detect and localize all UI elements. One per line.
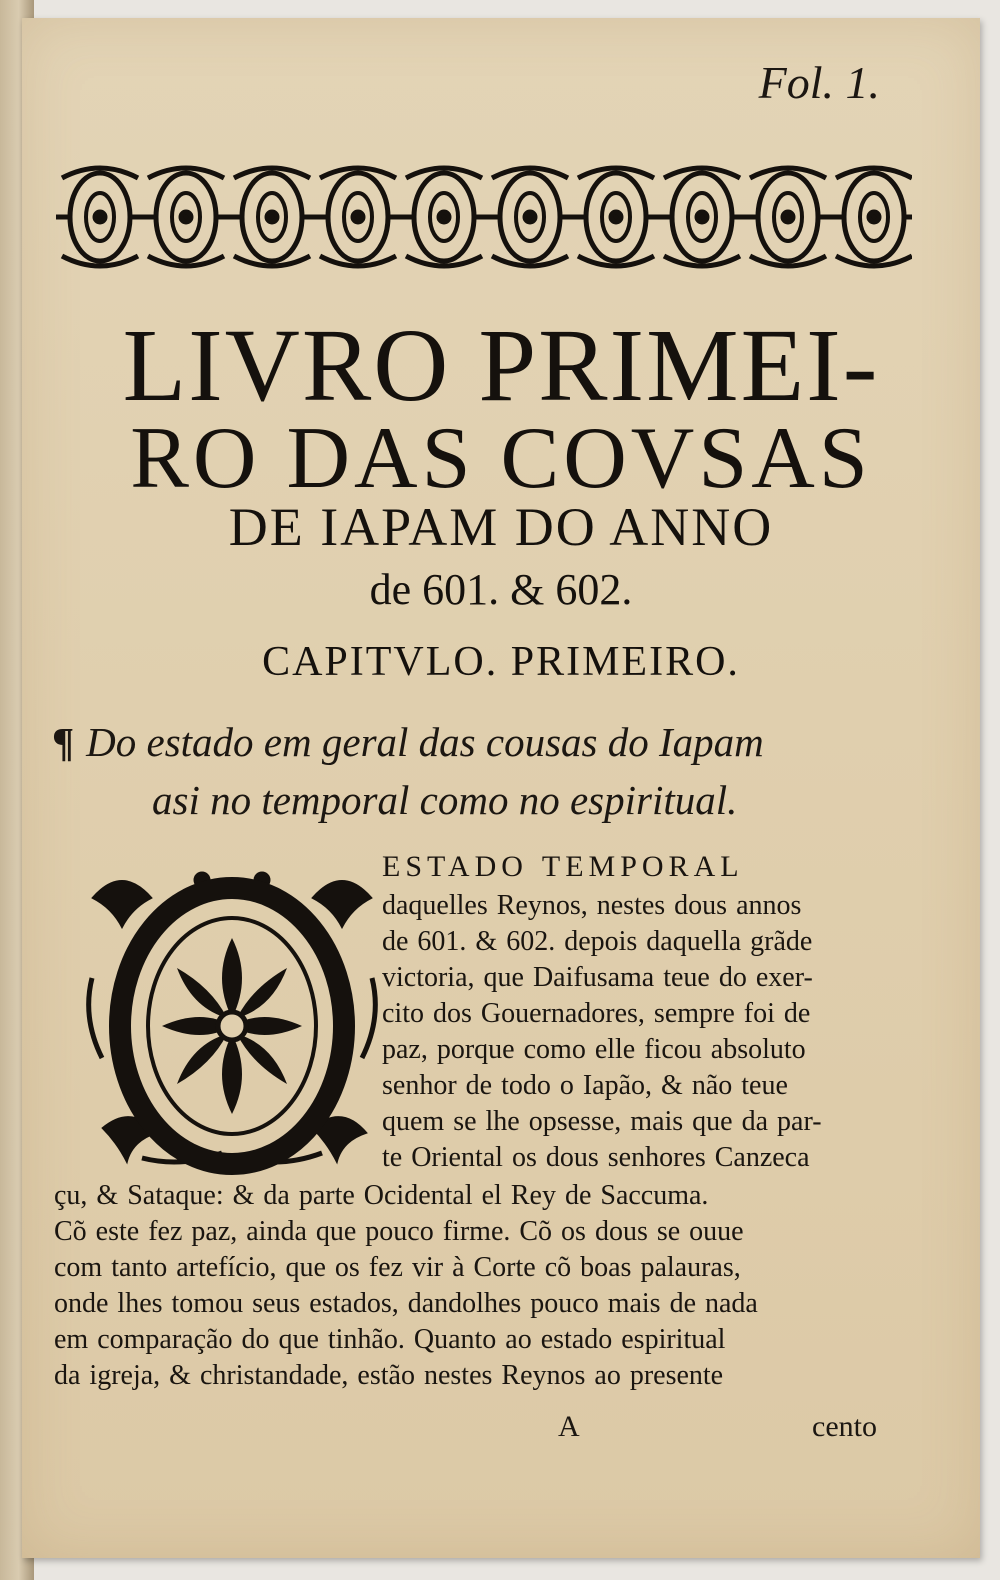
title-line-3: DE IAPAM DO ANNO [228,497,774,557]
ornamental-headpiece [52,158,912,276]
body-line-10: çu, & Sataque: & da parte Ocidental el Rey de Saccuma. [54,1180,709,1211]
body-line-7: senhor de todo o Iapão, & não teue [382,1070,788,1101]
decorated-initial-O [72,858,392,1178]
body-line-11: Cõ este fez paz, ainda que pouco firme. Cõ os dous se ouue [54,1216,744,1247]
body-line-15: da igreja, & christandade, estão nestes Reynos ao presente [54,1360,724,1391]
body-line-9: te Oriental os dous senhores Canzeca [382,1142,810,1173]
title-line-4: de 601. & 602. [369,565,633,614]
chapter-heading: CAPITVLO. PRIMEIRO. [262,639,740,685]
chapter-subtitle-line-1 [52,718,912,766]
body-line-4: victoria, que Daifusama teue do exer- [382,962,813,993]
book-page [22,18,980,1558]
body-line-12: com tanto artefício, que os fez vir à Corte cõ boas palauras, [54,1252,741,1283]
title-line-2: RO DAS COVSAS [130,410,872,507]
chapter-subtitle-text-1: Do estado em geral das cousas do Iapam [86,719,764,765]
body-line-14: em comparação do que tinhão. Quanto ao estado espiritual [54,1324,726,1355]
chapter-subtitle-line-2: asi no temporal como no espiritual. [152,777,738,823]
paragraph-mark: ¶ [52,719,75,765]
body-line-8: quem se lhe opsesse, mais que da par- [382,1106,822,1137]
body-line-2: daquelles Reynos, nestes dous annos [382,890,802,921]
catchword: cento [812,1410,877,1443]
title-line-1: LIVRO PRIMEI- [122,308,880,423]
folio-number: Fol. 1. [758,57,880,108]
body-line-13: onde lhes tomou seus estados, dandolhes pouco mais de nada [54,1288,758,1319]
body-line-5: cito dos Gouernadores, sempre foi de [382,998,811,1029]
body-line-6: paz, porque como elle ficou absoluto [382,1034,806,1065]
body-line-3: de 601. & 602. depois daquella grãde [382,926,813,957]
body-line-1: ESTADO TEMPORAL [382,850,744,883]
signature-mark: A [558,1410,580,1443]
